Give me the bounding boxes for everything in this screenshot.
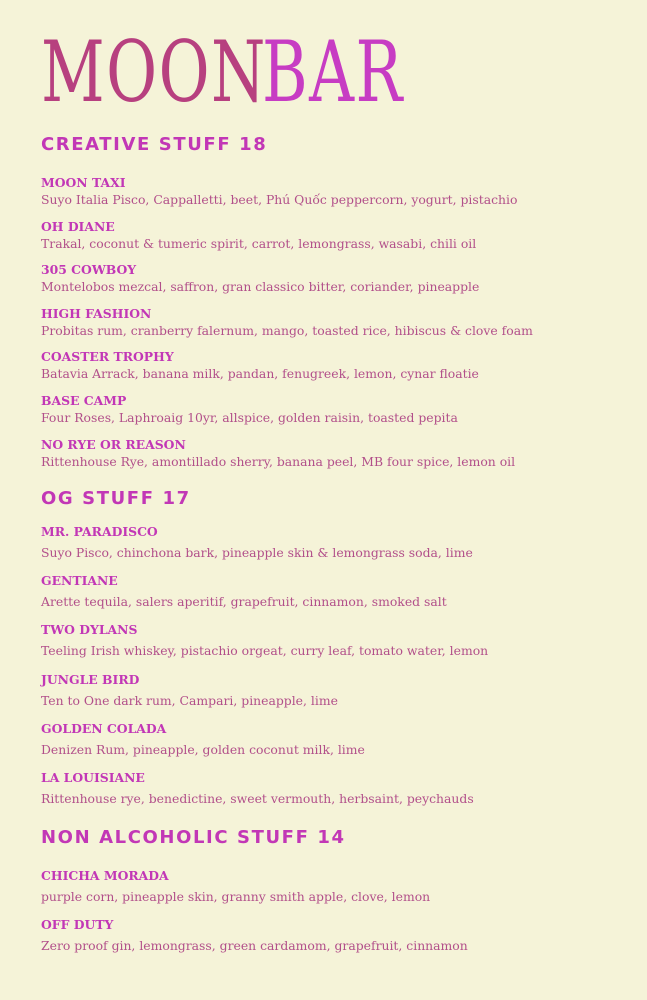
item-name: CHICHA MORADA	[41, 868, 169, 883]
logo-bar-text: BAR	[262, 23, 404, 121]
item-name: TWO DYLANS	[41, 622, 138, 638]
item-description: Denizen Rum, pineapple, golden coconut milk, lime	[41, 741, 365, 757]
item-name: JUNGLE BIRD	[41, 671, 140, 687]
menu-item	[41, 573, 621, 622]
item-name: OH DIANE	[41, 218, 115, 234]
item-name: LA LOUISIANE	[41, 769, 145, 785]
menu-item	[41, 622, 621, 671]
item-description: Suyo Pisco, chinchona bark, pineapple skin & lemongrass soda, lime	[41, 545, 473, 560]
item-name: 305 COWBOY	[41, 262, 137, 278]
item-name: MOON TAXI	[41, 175, 126, 190]
menu-item	[41, 437, 621, 481]
menu-item	[41, 672, 621, 721]
menu-item	[41, 306, 621, 350]
item-name: NO RYE OR REASON	[41, 436, 186, 452]
section-title: OG STUFF 17	[41, 488, 191, 509]
item-description: purple corn, pineapple skin, granny smith apple, clove, lemon	[41, 889, 431, 904]
menu-item	[41, 349, 621, 393]
item-name: COASTER TROPHY	[41, 349, 174, 365]
item-description: Zero proof gin, lemongrass, green cardamom, grapefruit, cinnamon	[41, 938, 468, 954]
item-description: Ten to One dark rum, Campari, pineapple, lime	[41, 692, 338, 708]
menu-item	[41, 219, 621, 263]
moonbar-logo	[41, 23, 404, 121]
item-name: MR. PARADISCO	[41, 524, 158, 539]
item-description: Batavia Arrack, banana milk, pandan, fenugreek, lemon, cynar floatie	[41, 366, 479, 382]
item-description: Arette tequila, salers aperitif, grapefruit, cinnamon, smoked salt	[41, 594, 447, 610]
section-creative-stuff	[41, 133, 621, 480]
section-title: NON ALCOHOLIC STUFF 14	[41, 827, 346, 848]
item-description: Montelobos mezcal, saffron, gran classico bitter, coriander, pineapple	[41, 279, 480, 295]
section-non-alcoholic-stuff	[41, 826, 621, 966]
item-description: Four Roses, Laphroaig 10yr, allspice, golden raisin, toasted pepita	[41, 409, 458, 425]
item-description: Teeling Irish whiskey, pistachio orgeat, curry leaf, tomato water, lemon	[41, 643, 489, 659]
section-title: CREATIVE STUFF 18	[41, 134, 268, 155]
logo-moon-text: MOON	[41, 23, 267, 121]
item-name: BASE CAMP	[41, 392, 127, 408]
section-og-stuff	[41, 487, 621, 819]
menu-item	[41, 393, 621, 437]
menu-item	[41, 721, 621, 770]
item-name: GOLDEN COLADA	[41, 720, 167, 736]
item-description: Rittenhouse rye, benedictine, sweet vermouth, herbsaint, peychauds	[41, 790, 474, 806]
menu-item	[41, 770, 621, 819]
menu-item	[41, 262, 621, 306]
item-name: OFF DUTY	[41, 917, 114, 933]
item-description: Trakal, coconut & tumeric spirit, carrot, lemongrass, wasabi, chili oil	[41, 235, 477, 251]
item-name: GENTIANE	[41, 573, 118, 589]
item-description: Probitas rum, cranberry falernum, mango, toasted rice, hibiscus & clove foam	[41, 322, 533, 338]
item-description: Rittenhouse Rye, amontillado sherry, banana peel, MB four spice, lemon oil	[41, 453, 516, 469]
menu-item	[41, 917, 621, 966]
item-name: HIGH FASHION	[41, 305, 152, 321]
menu-item	[41, 868, 621, 917]
menu-item	[41, 524, 621, 573]
item-description: Suyo Italia Pisco, Cappalletti, beet, Phú Quốc peppercorn, yogurt, pistachio	[41, 192, 518, 207]
menu-item	[41, 175, 621, 219]
